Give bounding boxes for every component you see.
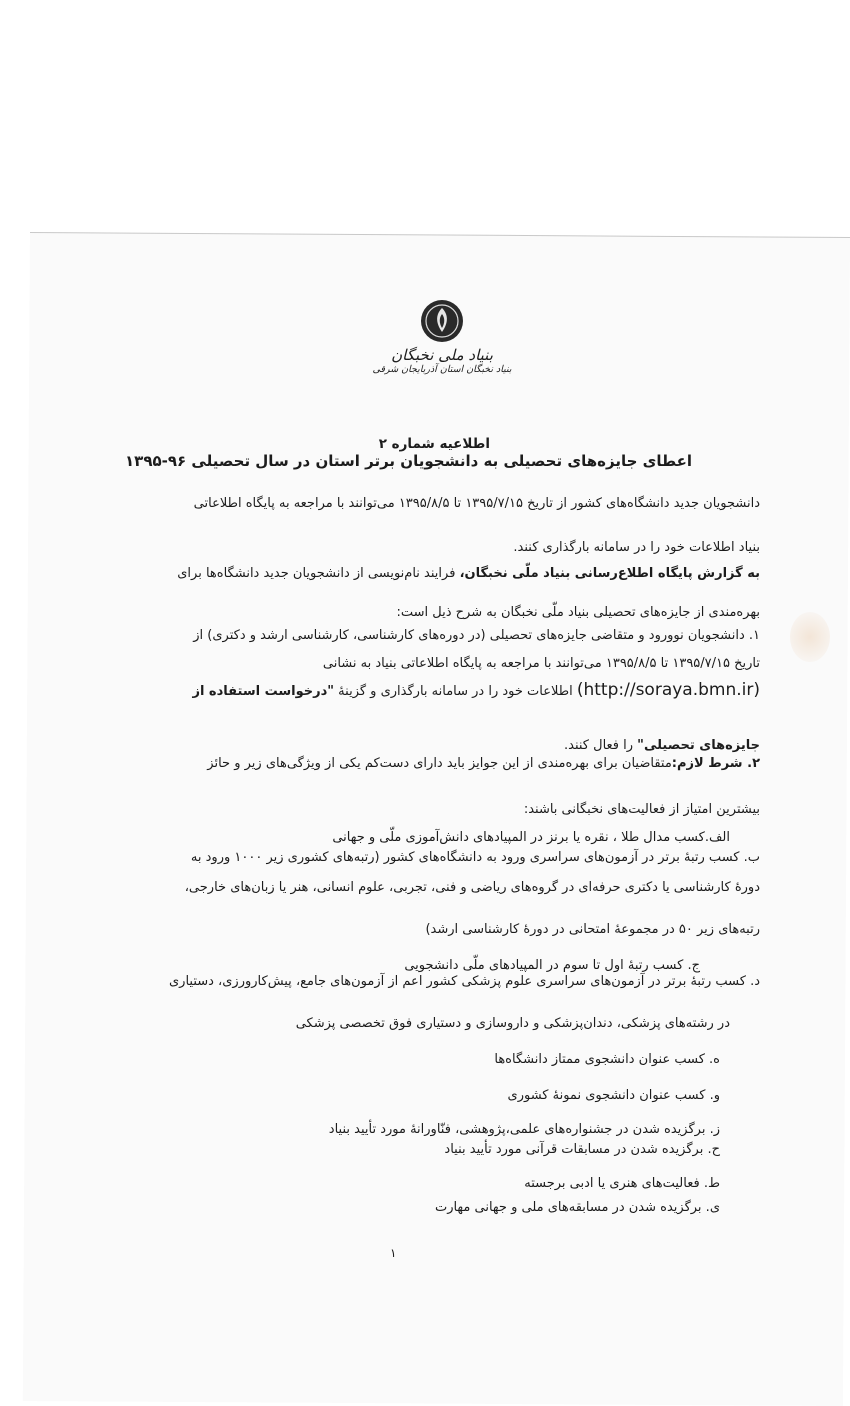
foundation-emblem-icon (419, 298, 465, 344)
item1-line3-text: اطلاعات خود را در سامانه بارگذاری و گزینهٔ (334, 684, 577, 699)
item2-label: ۲. شرط لازم: (671, 756, 760, 771)
criteria-item: ب. کسب رتبهٔ برتر در آزمون‌های سراسری ورود به دانشگاه‌های کشور (رتبه‌های کشوری زیر ۱۰۰۰ ورود به (190, 850, 760, 865)
item1-line-2: تاریخ ۱۳۹۵/۷/۱۵ تا ۱۳۹۵/۸/۵ می‌توانند با مراجعه به پایگاه اطلاعاتی بنیاد به نشانی (322, 656, 760, 671)
item1-line-1: ۱. دانشجویان نوورود و متقاضی جایزه‌های تحصیلی (در دوره‌های کارشناسی، کارشناسی ارشد و دکتری) از (193, 628, 760, 643)
criteria-item: ز. برگزیده شدن در جشنواره‌های علمی،پژوهشی، فنّاورانهٔ مورد تأیید بنیاد (328, 1122, 720, 1137)
criteria-item: ه. کسب عنوان دانشجوی ممتاز دانشگاه‌ها (494, 1052, 720, 1067)
item1-line4-text: را فعال کنند. (564, 738, 638, 753)
intro-line-1: دانشجویان جدید دانشگاه‌های کشور از تاریخ ۱۳۹۵/۷/۱۵ تا ۱۳۹۵/۸/۵ می‌توانند با مراجعه به پایگاه اطلاعاتی (193, 496, 760, 511)
criteria-item: د. کسب رتبهٔ برتر در آزمون‌های سراسری علوم پزشکی کشور اعم از آزمون‌های جامع، پیش‌کارورزی، دستیاری (168, 974, 760, 989)
logo-subtitle: بنیاد نخبگان استان آذربایجان شرقی (372, 364, 512, 375)
notice-number: اطلاعیه شماره ۲ (378, 436, 490, 452)
criteria-item: دورهٔ کارشناسی یا دکتری حرفه‌ای در گروه‌های ریاضی و فنی، تجربی، علوم انسانی، هنر یا زبان‌های خارجی، (184, 880, 760, 895)
paper-stain (790, 612, 830, 662)
report-rest: فرایند نام‌نویسی از دانشجویان جدید دانشگاه‌ها برای (177, 566, 460, 581)
intro-line-2: بنیاد اطلاعات خود را در سامانه بارگذاری کنند. (513, 540, 760, 555)
criteria-item: در رشته‌های پزشکی، دندان‌پزشکی و داروسازی و دستیاری فوق تخصصی پزشکی (295, 1016, 730, 1031)
criteria-item: ح. برگزیده شدن در مسابقات قرآنی مورد تأیید بنیاد (444, 1142, 720, 1157)
item1-url-text: (http://soraya.bmn.ir) (576, 680, 760, 700)
criteria-item: ط. فعالیت‌های هنری یا ادبی برجسته (524, 1176, 720, 1191)
notice-title: اعطای جایزه‌های تحصیلی به دانشجویان برتر استان در سال تحصیلی ۹۶-۱۳۹۵ (125, 452, 692, 470)
report-bold: به گزارش پایگاه اطلاع‌رسانی بنیاد ملّی نخبگان، (459, 566, 760, 581)
criteria-item: رتبه‌های زیر ۵۰ در مجموعهٔ امتحانی در دورهٔ کارشناسی ارشد) (425, 922, 760, 937)
report-line-2: بهره‌مندی از جایزه‌های تحصیلی بنیاد ملّی نخبگان به شرح ذیل است: (396, 605, 760, 620)
item1-line4-bold: جایزه‌های تحصیلی" (637, 738, 760, 753)
item2-line-1 (207, 756, 760, 771)
item1-line-3 (192, 680, 760, 700)
item2-line-2: بیشترین امتیاز از فعالیت‌های نخبگانی باشند: (523, 802, 760, 817)
report-line-1 (177, 566, 760, 581)
paper-sheet (23, 232, 850, 1406)
item1-line-4 (564, 738, 760, 753)
item1-line3-bold: "درخواست استفاده از (192, 684, 335, 699)
criteria-item: و. کسب عنوان دانشجوی نمونهٔ کشوری (507, 1088, 720, 1103)
item2-text: متقاضیان برای بهره‌مندی از این جوایز باید دارای دست‌کم یکی از ویژگی‌های زیر و حائز (207, 756, 672, 771)
criteria-item: ج. کسب رتبهٔ اول تا سوم در المپیادهای ملّی دانشجویی (404, 958, 700, 973)
page-number: ۱ (390, 1246, 397, 1260)
criteria-item: ی. برگزیده شدن در مسابقه‌های ملی و جهانی مهارت (434, 1200, 720, 1215)
criteria-item: الف.کسب مدال طلا ، نقره یا برنز در المپیادهای دانش‌آموزی ملّی و جهانی (332, 830, 730, 845)
logo-title: بنیاد ملی نخبگان (391, 346, 493, 364)
foundation-logo (372, 298, 512, 408)
